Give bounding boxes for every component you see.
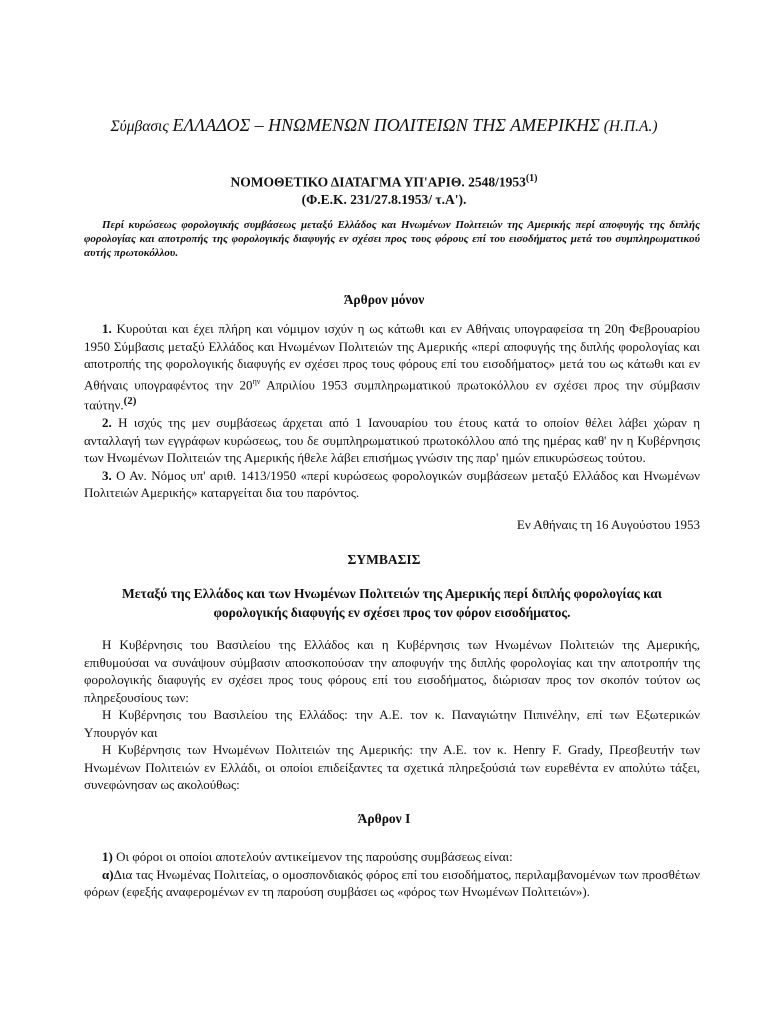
ordinal-suffix: ην: [252, 376, 261, 386]
signing-date: Εν Αθήναις τη 16 Αυγούστου 1953: [516, 517, 700, 532]
preamble-para-1: Η Κυβέρνησις του Βασιλείου της Ελλάδος και η Κυβέρνησις των Ηνωμένων Πολιτειών της Αμερικής, επιθυμούσαι να συνάψουν σύμβασιν αποσκοπούσαν την αποφυγήν της διπλής φορολογίας και την αποτροπήν της φορολογικής διαφυγής εν σχέσει προς τους φόρους επί του εισοδήματος, διώρισαν προς τον σκοπόν τούτον ως πληρεξουσίους των:: [84, 637, 700, 705]
article-single-para-3: [84, 467, 700, 502]
article-single-body: [84, 320, 700, 502]
preamble-para-2: Η Κυβέρνησις του Βασιλείου της Ελλάδος: την Α.Ε. τον κ. Παναγιώτην Πιπινέλην, επί των Εξωτερικών Υπουργόν και: [84, 707, 700, 740]
article-1-body: [84, 848, 700, 901]
heading-article-1: Άρθρον Ι: [357, 811, 411, 826]
item-text: Δια τας Ηνωμένας Πολιτείας, ο ομοσπονδιακός φόρος επί του εισοδήματος, περιλαμβανομένων των προσθέτων φόρων (εφεξής αναφερομένων εν τη παρούση συμβάσει ως «φόρος των Ηνωμένων Πολιτειών»).: [84, 866, 700, 899]
article-1-para-1: [84, 848, 700, 866]
decree-subject: Περί κυρώσεως φορολογικής συμβάσεως μεταξύ Ελλάδος και Ηνωμένων Πολιτειών της Αμερικής περί αποφυγής της διπλής φορολογίας και αποτροπής της φορολογικής διαφυγής εν σχέσει προς τους φόρους επί του εισοδήματος μετά του συμπληρωματικού αυτής πρωτοκόλλου.: [84, 219, 700, 259]
title-main: ΕΛΛΑΔΟΣ – ΗΝΩΜΕΝΩΝ ΠΟΛΙΤΕΙΩΝ ΤΗΣ ΑΜΕΡΙΚΗΣ: [172, 115, 600, 135]
para-number: 2.: [102, 415, 112, 431]
heading-article-single: Άρθρον μόνον: [343, 292, 425, 307]
para-text-cont: Απριλίου 1953 συμπληρωματικού πρωτοκόλλου εν σχέσει προς την σύμβασιν ταύτην.: [84, 376, 701, 413]
article-single-para-1: [84, 320, 700, 414]
title-prefix: Σύμβασις: [110, 118, 169, 135]
decree-line1: ΝΟΜΟΘΕΤΙΚΟ ΔΙΑΤΑΓΜΑ ΥΠ'ΑΡΙΘ. 2548/1953: [230, 174, 526, 190]
item-letter: α): [102, 866, 114, 882]
heading-convention: ΣΥΜΒΑΣΙΣ: [347, 552, 421, 567]
decree-header: [0, 170, 768, 208]
para-text: Κυρούται και έχει πλήρη και νόμιμον ισχύν η ως κάτωθι και εν Αθήναις υπογραφείσα τη 20η Φεβρουαρίου 1950 Σύμβασις μεταξύ Ελλάδος και Ηνωμένων Πολιτειών της Αμερικής «περί αποφυγής της διπλής φορολογίας και αποτροπής της φορολογικής διαφυγής εν σχέσει προς τους φόρους επί του εισοδήματος» μετά του ως κάτωθι και εν Αθήναις υπογραφέντος την 20: [84, 321, 700, 392]
decree-line2: (Φ.Ε.Κ. 231/27.8.1953/ τ.Α').: [301, 191, 467, 207]
document-title: [0, 115, 768, 136]
para-number: 1): [102, 849, 113, 864]
para-number: 3.: [102, 467, 112, 483]
footnote-ref-2: (2): [123, 395, 137, 408]
convention-preamble: [84, 636, 700, 794]
preamble-para-3: Η Κυβέρνησις των Ηνωμένων Πολιτειών της Αμερικής: την Α.Ε. τον κ. Henry F. Grady, Πρεσβευτήν των Ηνωμένων Πολιτειών εν Ελλάδι, οι οποίοι επιδείξαντες τα σχετικά πληρεξούσιά των ευρεθέντα εν απολύτω τάξει, συνεφώνησαν ως ακολούθως:: [84, 742, 700, 792]
para-text: Η ισχύς της μεν συμβάσεως άρχεται από 1 Ιανουαρίου του έτους κατά το οποίον θέλει λάβει χώραν η ανταλλαγή των εγγράφων κυρώσεως, του δε συμπληρωματικού πρωτοκόλλου από της ημέρας καθ' ην η Κυβέρνησις των Ηνωμένων Πολιτειών της Αμερικής ήθελε λάβει επισήμως γνώσιν της παρ' ημών επικυρώσεως τούτου.: [84, 415, 700, 466]
para-text: Ο Αν. Νόμος υπ' αριθ. 1413/1950 «περί κυρώσεως φορολογικών συμβάσεων μεταξύ Ελλάδος και Ηνωμένων Πολιτειών Αμερικής» καταργείται δια του παρόντος.: [84, 467, 701, 501]
para-number: 1.: [102, 321, 112, 336]
convention-subtitle: Μεταξύ της Ελλάδος και των Ηνωμένων Πολιτειών της Αμερικής περί διπλής φορολογίας και φορολογικής διαφυγής εν σχέσει προς τον φόρον εισοδήματος.: [122, 586, 662, 620]
article-single-para-2: [84, 414, 700, 467]
article-1-item-a: [84, 866, 700, 901]
para-text: Οι φόροι οι οποίοι αποτελούν αντικείμενον της παρούσης συμβάσεως είναι:: [112, 849, 513, 864]
title-suffix: (Η.Π.Α.): [603, 118, 658, 135]
footnote-ref-1: (1): [525, 173, 538, 184]
